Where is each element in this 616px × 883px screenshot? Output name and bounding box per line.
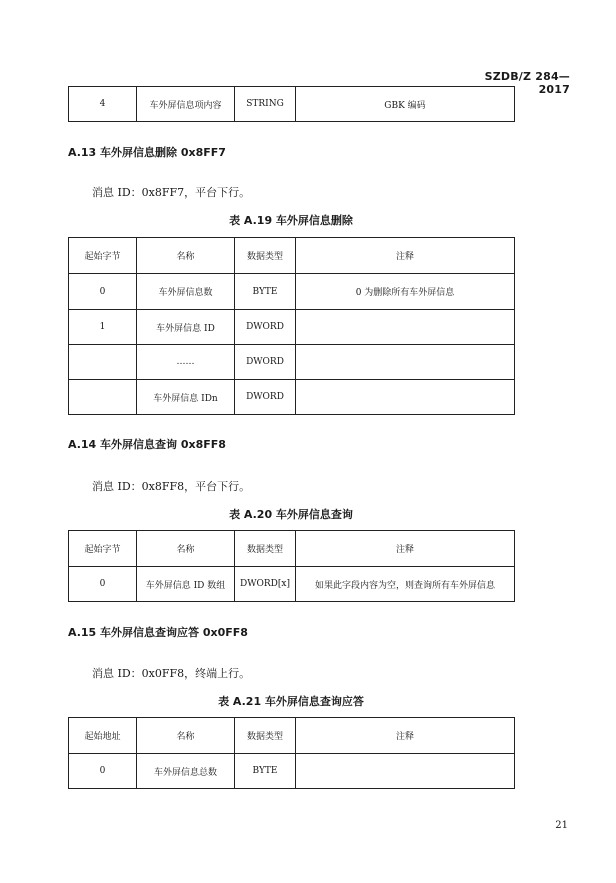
cell-type: DWORD (235, 310, 296, 345)
table-row (69, 754, 515, 789)
cell-name: …… (137, 345, 235, 380)
cell-type: DWORD[x] (235, 567, 296, 602)
table-caption-a21: 表 A.21 车外屏信息查询应答 (218, 695, 364, 708)
page-number: 21 (555, 820, 568, 831)
cell-start: 4 (69, 87, 137, 122)
table-header-row (69, 718, 515, 754)
cell-start (69, 345, 137, 380)
section-heading-a14: A.14 车外屏信息查询 0x8FF8 (68, 438, 226, 451)
continued-table (68, 86, 515, 122)
message-id-a14: 消息 ID：0x8FF8，平台下行。 (92, 480, 251, 493)
header-name: 名称 (137, 531, 235, 567)
cell-start: 0 (69, 274, 137, 310)
standard-code: SZDB/Z 284—2017 (484, 70, 570, 96)
table-row (69, 345, 515, 380)
header-type: 数据类型 (235, 718, 296, 754)
cell-name: 车外屏信息 IDn (137, 380, 235, 415)
cell-note: 0 为删除所有车外屏信息 (296, 274, 515, 310)
table-caption-a20: 表 A.20 车外屏信息查询 (229, 508, 353, 521)
table-row (69, 567, 515, 602)
table-row (69, 310, 515, 345)
cell-type: BYTE (235, 274, 296, 310)
section-heading-a15: A.15 车外屏信息查询应答 0x0FF8 (68, 626, 248, 639)
cell-start: 1 (69, 310, 137, 345)
header-type: 数据类型 (235, 238, 296, 274)
cell-note (296, 380, 515, 415)
table-row (69, 380, 515, 415)
cell-note (296, 310, 515, 345)
header-name: 名称 (137, 718, 235, 754)
cell-name: 车外屏信息 ID (137, 310, 235, 345)
cell-name: 车外屏信息总数 (137, 754, 235, 789)
message-id-a13: 消息 ID：0x8FF7，平台下行。 (92, 186, 251, 199)
table-caption-a19: 表 A.19 车外屏信息删除 (229, 214, 353, 227)
cell-note (296, 754, 515, 789)
message-id-a15: 消息 ID：0x0FF8，终端上行。 (92, 667, 251, 680)
table-a20 (68, 530, 515, 602)
section-heading-a13: A.13 车外屏信息删除 0x8FF7 (68, 146, 226, 159)
cell-start: 0 (69, 567, 137, 602)
cell-note: 如果此字段内容为空，则查询所有车外屏信息 (296, 567, 515, 602)
cell-type: DWORD (235, 380, 296, 415)
cell-type: BYTE (235, 754, 296, 789)
header-note: 注释 (296, 718, 515, 754)
header-start: 起始字节 (69, 531, 137, 567)
table-header-row (69, 531, 515, 567)
cell-type: DWORD (235, 345, 296, 380)
header-start: 起始地址 (69, 718, 137, 754)
header-note: 注释 (296, 531, 515, 567)
cell-start: 0 (69, 754, 137, 789)
cell-name: 车外屏信息数 (137, 274, 235, 310)
cell-note (296, 345, 515, 380)
table-row (69, 87, 515, 122)
cell-name: 车外屏信息 ID 数组 (137, 567, 235, 602)
table-a21 (68, 717, 515, 789)
table-row (69, 274, 515, 310)
cell-name: 车外屏信息项内容 (137, 87, 235, 122)
cell-type: STRING (235, 87, 296, 122)
table-header-row (69, 238, 515, 274)
header-type: 数据类型 (235, 531, 296, 567)
cell-note: GBK 编码 (296, 87, 515, 122)
table-a19 (68, 237, 515, 415)
cell-start (69, 380, 137, 415)
header-name: 名称 (137, 238, 235, 274)
header-start: 起始字节 (69, 238, 137, 274)
header-note: 注释 (296, 238, 515, 274)
